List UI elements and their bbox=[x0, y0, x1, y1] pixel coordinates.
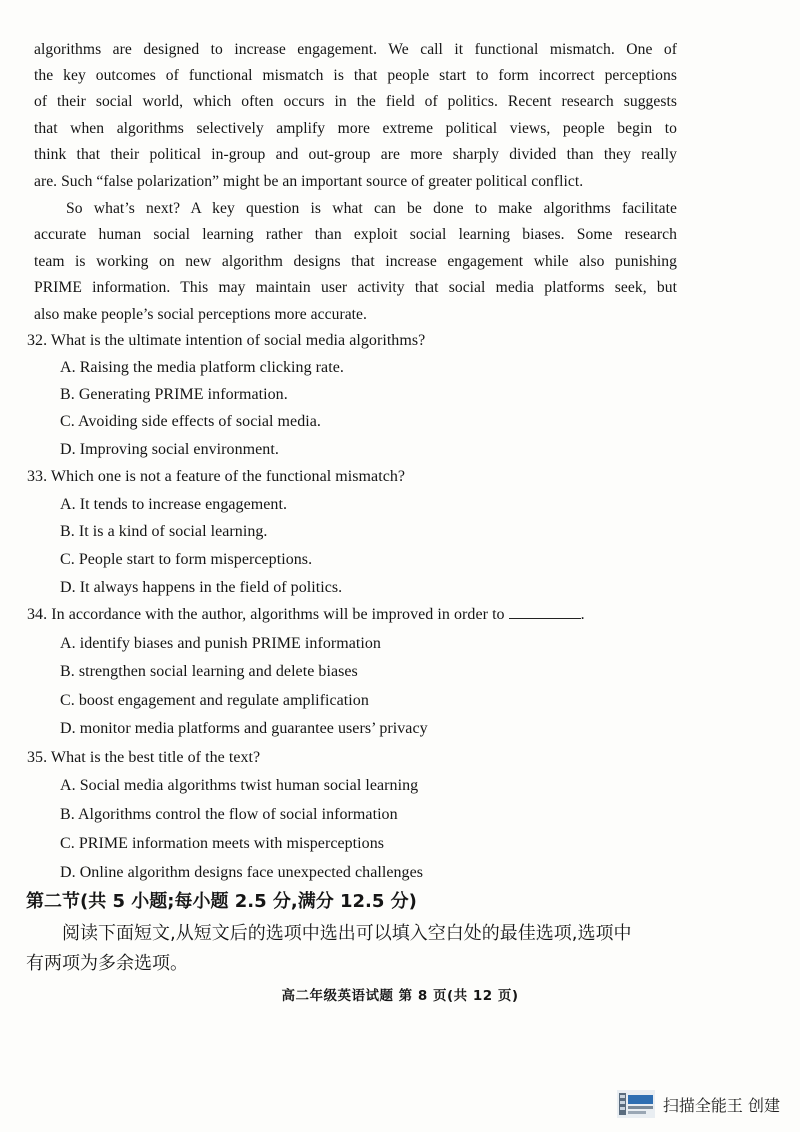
passage-line: that when algorithms selectively amplify more extreme political views, people begin to bbox=[34, 120, 677, 137]
question-34 bbox=[27, 602, 585, 628]
option-32-c: C. Avoiding side effects of social media. bbox=[60, 413, 321, 430]
question-stem: Which one is not a feature of the functional mismatch? bbox=[50, 468, 406, 485]
question-33 bbox=[27, 464, 405, 490]
passage-line: think that their political in-group and out-group are more sharply divided than they really bbox=[34, 146, 677, 163]
option-32-a: A. Raising the media platform clicking rate. bbox=[60, 359, 344, 376]
question-stem: What is the best title of the text? bbox=[50, 749, 261, 766]
scanner-app-logo-icon bbox=[617, 1090, 655, 1118]
section-instruction: 有两项为多余选项。 bbox=[26, 953, 188, 974]
option-34-c: C. boost engagement and regulate amplification bbox=[60, 692, 369, 709]
passage-line: accurate human social learning rather than exploit social learning biases. Some research bbox=[34, 226, 677, 243]
option-35-a: A. Social media algorithms twist human social learning bbox=[60, 777, 419, 794]
question-stem: In accordance with the author, algorithms will be improved in order to bbox=[51, 606, 505, 623]
passage-line: algorithms are designed to increase engagement. We call it functional mismatch. One of bbox=[34, 41, 677, 58]
question-number: 33. bbox=[27, 468, 48, 485]
scanner-watermark bbox=[617, 1090, 780, 1118]
passage-line: are. Such “false polarization” might be an important source of greater political conflict. bbox=[34, 173, 584, 190]
question-stem-end: . bbox=[580, 606, 585, 623]
option-33-d: D. It always happens in the field of politics. bbox=[60, 579, 343, 596]
option-35-c: C. PRIME information meets with misperceptions bbox=[60, 835, 385, 852]
option-32-b: B. Generating PRIME information. bbox=[60, 386, 288, 403]
section-instruction: 阅读下面短文,从短文后的选项中选出可以填入空白处的最佳选项,选项中 bbox=[62, 923, 632, 944]
passage-line: PRIME information. This may maintain user activity that social media platforms seek, but bbox=[34, 279, 677, 296]
passage-line: also make people’s social perceptions more accurate. bbox=[34, 306, 367, 323]
passage-line: the key outcomes of functional mismatch is that people start to form incorrect perceptions bbox=[34, 67, 677, 84]
option-35-b: B. Algorithms control the flow of social information bbox=[60, 806, 398, 823]
question-number: 34. bbox=[27, 606, 48, 623]
option-32-d: D. Improving social environment. bbox=[60, 441, 279, 458]
answer-blank bbox=[509, 604, 581, 619]
passage-line: team is working on new algorithm designs that increase engagement while also punishing bbox=[34, 253, 677, 270]
question-stem: What is the ultimate intention of social media algorithms? bbox=[50, 332, 426, 349]
option-34-d: D. monitor media platforms and guarantee users’ privacy bbox=[60, 720, 428, 737]
option-34-b: B. strengthen social learning and delete biases bbox=[60, 663, 358, 680]
passage-line: So what’s next? A key question is what can be done to make algorithms facilitate bbox=[66, 200, 677, 217]
option-35-d: D. Online algorithm designs face unexpected challenges bbox=[60, 864, 424, 881]
page-footer: 高二年级英语试题 第 8 页(共 12 页) bbox=[281, 988, 519, 1004]
option-33-b: B. It is a kind of social learning. bbox=[60, 523, 268, 540]
question-number: 32. bbox=[27, 332, 48, 349]
option-34-a: A. identify biases and punish PRIME information bbox=[60, 635, 381, 652]
question-number: 35. bbox=[27, 749, 48, 766]
option-33-a: A. It tends to increase engagement. bbox=[60, 496, 287, 513]
question-32 bbox=[27, 328, 425, 354]
section-heading: 第二节(共 5 小题;每小题 2.5 分,满分 12.5 分) bbox=[26, 891, 417, 912]
passage-line: of their social world, which often occurs in the field of politics. Recent research suggests bbox=[34, 93, 677, 110]
watermark-text: 扫描全能王 创建 bbox=[662, 1095, 780, 1115]
option-33-c: C. People start to form misperceptions. bbox=[60, 551, 313, 568]
question-35 bbox=[27, 745, 260, 771]
